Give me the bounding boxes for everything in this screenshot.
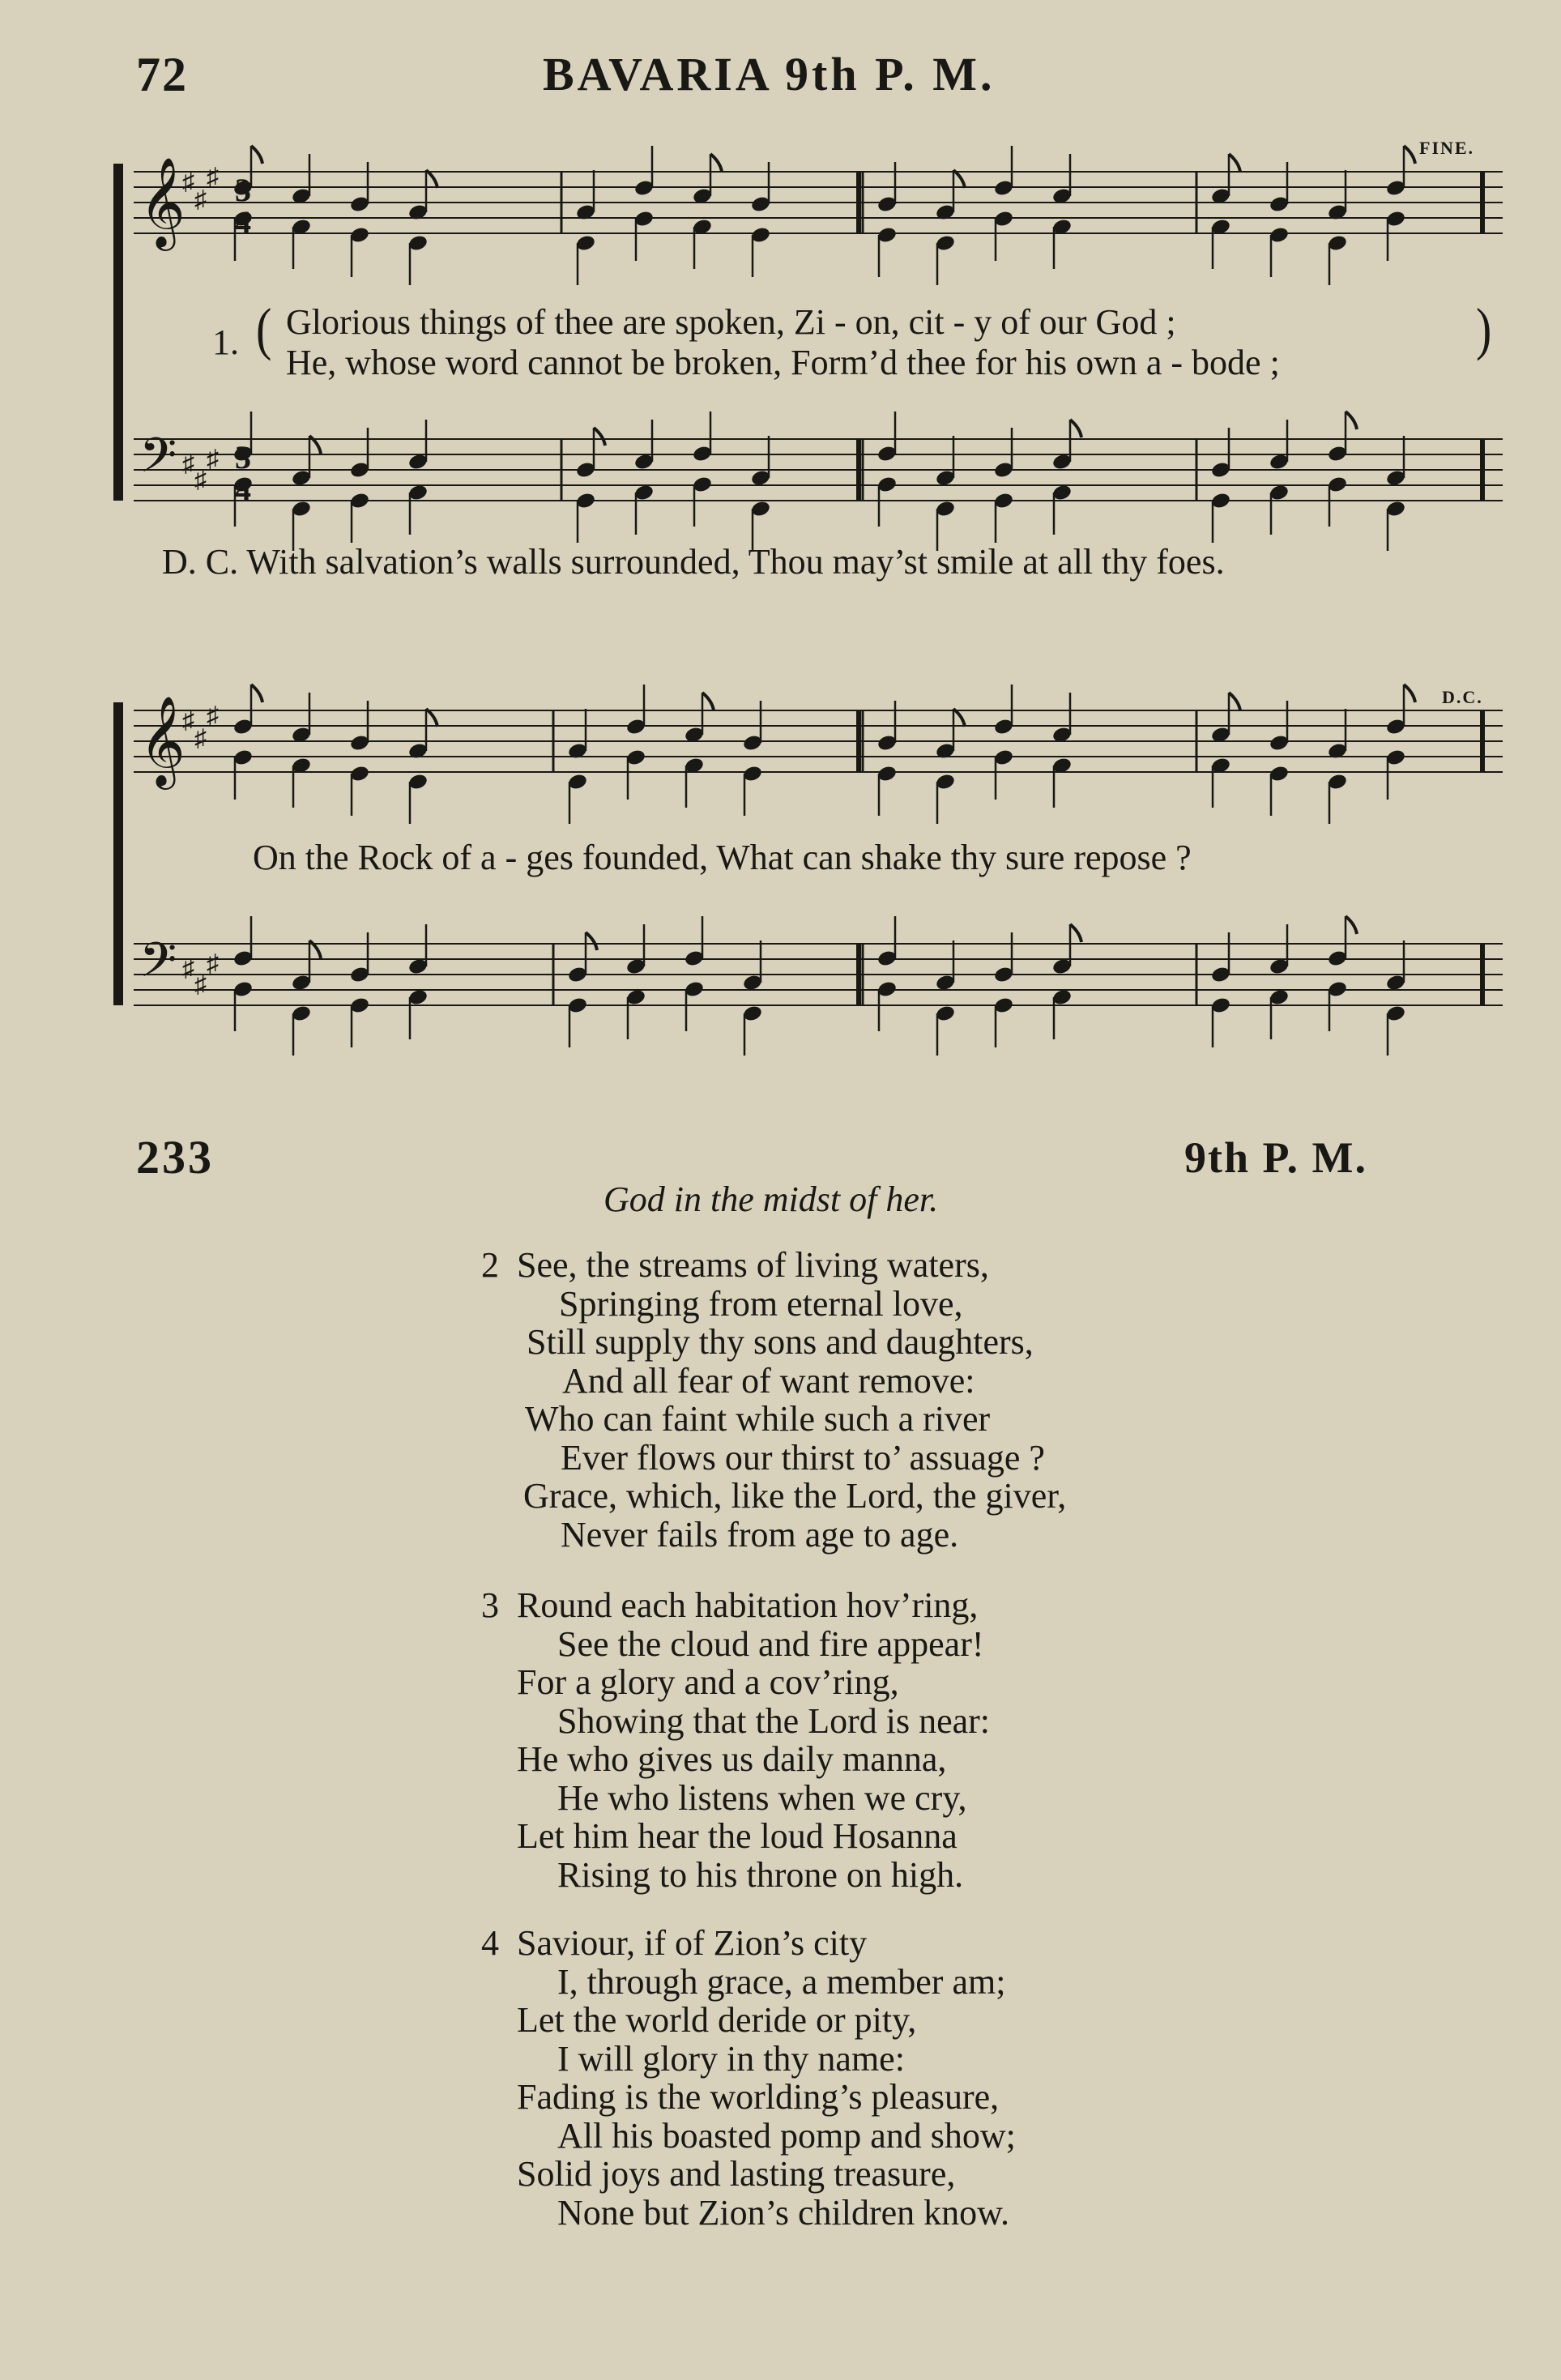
note-flag <box>702 693 714 710</box>
system-bracket <box>113 164 123 501</box>
stanza-line: Who can faint while such a river <box>525 1399 991 1439</box>
note-flag <box>953 170 965 188</box>
stanza-line: He who gives us daily manna, <box>517 1739 947 1779</box>
sharp-icon: ♯ <box>194 725 207 752</box>
note-flag <box>953 709 965 727</box>
verse1-line2: He, whose word cannot be broken, Form’d thee for his own a - bode ; <box>286 343 1280 382</box>
hymn-number: 233 <box>136 1131 214 1184</box>
stanza-line: None but Zion’s children know. <box>557 2192 1010 2233</box>
sharp-icon: ♯ <box>207 164 219 190</box>
left-brace: ( <box>256 295 272 362</box>
sharp-icon: ♯ <box>182 707 194 734</box>
page-number: 72 <box>136 48 188 101</box>
treble-clef-icon: 𝄞 <box>139 156 186 247</box>
stanza-line: All his boasted pomp and show; <box>557 2115 1016 2156</box>
sharp-icon: ♯ <box>182 168 194 195</box>
note-flag <box>426 170 437 188</box>
verse1-line1: Glorious things of thee are spoken, Zi - on, cit - y of our God ; <box>286 302 1176 342</box>
stanza-4 <box>481 1924 1016 2232</box>
dc-lyric-line: D. C. With salvation’s walls surrounded, Thou may’st smile at all thy foes. <box>162 542 1225 582</box>
sharp-icon: ♯ <box>207 950 219 977</box>
stanza-line: Showing that the Lord is near: <box>557 1700 991 1741</box>
bass-clef-icon: 𝄢 <box>139 427 177 495</box>
time-signature-bottom: 4 <box>235 204 251 241</box>
dc-marking: D.C. <box>1442 687 1483 707</box>
stanza-line: I, through grace, a member am; <box>557 1961 1006 2002</box>
sharp-icon: ♯ <box>207 702 219 729</box>
sharp-icon: ♯ <box>194 971 207 998</box>
stanza-line: Solid joys and lasting treasure, <box>517 2154 956 2194</box>
stanza-line: See the cloud and fire appear! <box>557 1623 984 1664</box>
stanza-line: See, the streams of living waters, <box>517 1245 989 1285</box>
stanza-line: And all fear of want remove: <box>562 1360 975 1401</box>
note-flag <box>1346 916 1357 934</box>
note-flag <box>1229 154 1240 172</box>
stanza-2 <box>481 1246 1066 1554</box>
stanza-line: Never fails from age to age. <box>561 1514 959 1555</box>
note-flag <box>251 146 262 164</box>
sharp-icon: ♯ <box>207 446 219 472</box>
note-flag <box>1070 924 1081 942</box>
hymn-meter: 9th P. M. <box>1184 1133 1368 1182</box>
stanza-number: 4 <box>481 1923 499 1963</box>
verse-number: 1. <box>212 322 239 362</box>
sharp-icon: ♯ <box>194 186 207 213</box>
stanza-3 <box>481 1586 990 1894</box>
note-flag <box>1404 685 1415 702</box>
stanza-line: Rising to his throne on high. <box>557 1854 964 1895</box>
stanza-line: Let him hear the loud Hosanna <box>517 1816 957 1856</box>
stanza-line: I will glory in thy name: <box>557 2038 905 2079</box>
time-signature-top: 3 <box>235 172 251 208</box>
note-flag <box>1229 693 1240 710</box>
note-flag <box>251 685 262 702</box>
right-brace: ) <box>1476 295 1492 362</box>
time-signature-bottom: 4 <box>235 471 251 508</box>
sharp-icon: ♯ <box>194 467 207 493</box>
time-signature-top: 3 <box>235 439 251 476</box>
stanza-number: 2 <box>481 1245 499 1285</box>
hymn-subtitle: God in the midst of her. <box>604 1179 939 1219</box>
sharp-icon: ♯ <box>182 955 194 982</box>
note-flag <box>1346 412 1357 429</box>
stanza-line: Let the world deride or pity, <box>517 2000 917 2040</box>
stanza-line: Round each habitation hov’ring, <box>517 1585 979 1625</box>
stanza-line: For a glory and a cov’ring, <box>517 1662 899 1702</box>
note-flag <box>594 428 605 446</box>
stanza-line: Ever flows our thirst to’ assuage ? <box>561 1437 1045 1478</box>
stanza-line: Springing from eternal love, <box>559 1283 963 1324</box>
note-flag <box>586 932 597 950</box>
system-bracket <box>113 702 123 1005</box>
tune-title: BAVARIA 9th P. M. <box>543 48 996 100</box>
note-flag <box>1070 420 1081 437</box>
treble-clef-icon: 𝄞 <box>139 695 186 786</box>
stanza-line: He who listens when we cry, <box>557 1777 967 1818</box>
stanza-number: 3 <box>481 1585 499 1625</box>
fine-marking: FINE. <box>1419 138 1475 158</box>
stanza-line: Grace, which, like the Lord, the giver, <box>523 1476 1067 1516</box>
note-flag <box>1404 146 1415 164</box>
stanza-line: Still supply thy sons and daughters, <box>527 1322 1034 1362</box>
note-flag <box>710 154 722 172</box>
lyric-line-3: On the Rock of a - ges founded, What can shake thy sure repose ? <box>253 838 1192 877</box>
bass-clef-icon: 𝄢 <box>139 932 177 1000</box>
note-flag <box>426 709 437 727</box>
stanza-line: Saviour, if of Zion’s city <box>517 1923 868 1963</box>
sharp-icon: ♯ <box>182 450 194 477</box>
stanza-line: Fading is the worlding’s pleasure, <box>517 2077 1000 2117</box>
